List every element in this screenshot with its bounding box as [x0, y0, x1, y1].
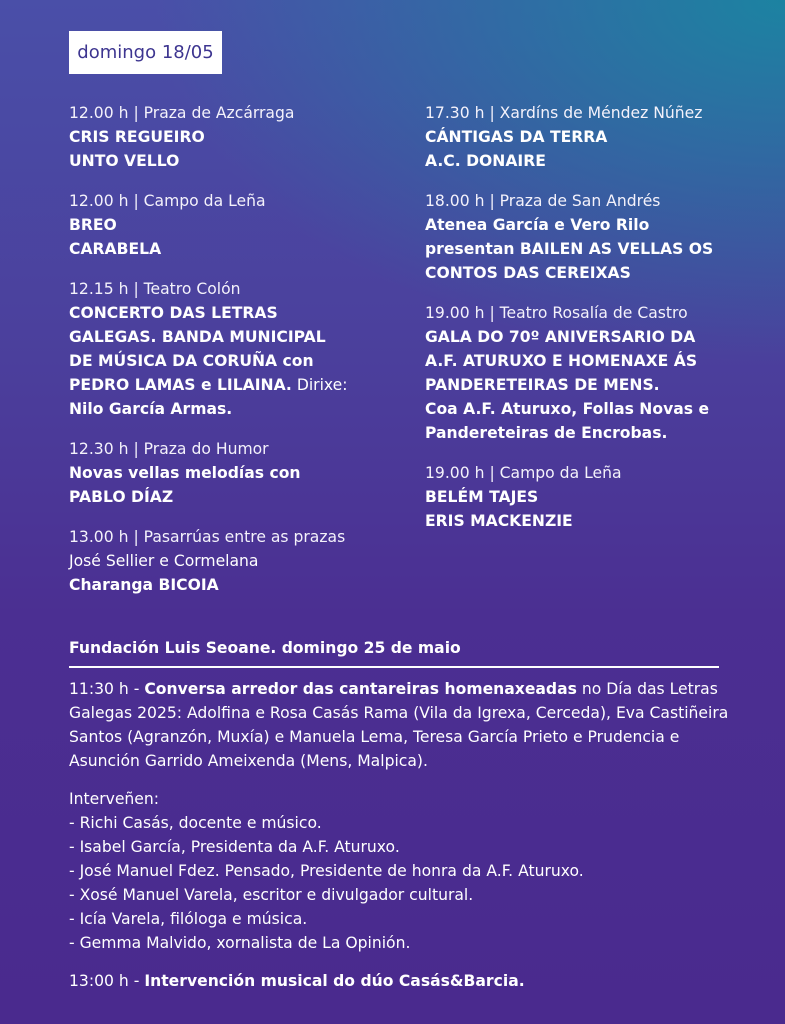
event-time: 12.15 h | Teatro Colón: [69, 280, 241, 298]
speaker-item: - Gemma Malvido, xornalista de La Opinión.: [69, 934, 411, 952]
event-time: 12.30 h | Praza do Humor: [69, 440, 269, 458]
event-time: 13.00 h | Pasarrúas entre as prazas: [69, 528, 346, 546]
event-title: BELÉM TAJES: [425, 488, 539, 506]
talk-first-line: [69, 677, 749, 701]
talk-text: no Día das Letras: [576, 680, 718, 698]
event-title: PABLO DÍAZ: [69, 488, 174, 506]
closing-line: [69, 969, 749, 993]
event-title: Nilo García Armas.: [69, 400, 233, 418]
event-title: DE MÚSICA DA CORUÑA con: [69, 352, 314, 370]
event-title: PANDERETEIRAS DE MENS.: [425, 376, 660, 394]
spacer: [69, 955, 749, 969]
event-time: 12.00 h | Praza de Azcárraga: [69, 104, 295, 122]
spacer: [69, 773, 749, 787]
event-title: BREO: [69, 216, 117, 234]
speaker-item: - Xosé Manuel Varela, escritor e divulgador cultural.: [69, 886, 474, 904]
event-time: 12.00 h | Campo da Leña: [69, 192, 266, 210]
event-title: Atenea García e Vero Rilo: [425, 216, 650, 234]
event-time: 19.00 h | Campo da Leña: [425, 464, 622, 482]
event-title: CONCERTO DAS LETRAS: [69, 304, 278, 322]
event-atenea: [425, 189, 765, 285]
event-time: 18.00 h | Praza de San Andrés: [425, 192, 661, 210]
speaker-item: - Isabel García, Presidenta da A.F. Aturuxo.: [69, 838, 400, 856]
speaker-item: - Icía Varela, filóloga e música.: [69, 910, 308, 928]
event-title: presentan BAILEN AS VELLAS OS: [425, 240, 714, 258]
event-novas-vellas: [69, 437, 399, 509]
closing-time: 13:00 h -: [69, 972, 145, 990]
date-label: domingo 18/05: [69, 31, 222, 74]
event-title: GALA DO 70º ANIVERSARIO DA: [425, 328, 696, 346]
speakers-label: Interveñen:: [69, 790, 160, 808]
event-detail: José Sellier e Cormelana: [69, 552, 259, 570]
event-belem: [425, 461, 765, 533]
talk-text: Galegas 2025: Adolfina e Rosa Casás Rama (Vila da Igrexa, Cerceda), Eva Castiñeira: [69, 704, 729, 722]
event-charanga: [69, 525, 399, 597]
section-body: [69, 677, 749, 993]
talk-text: Santos (Agranzón, Muxía) e Manuela Lema, Teresa García Prieto e Prudencia e: [69, 728, 680, 746]
event-detail: Dirixe:: [291, 376, 348, 394]
event-title: CÁNTIGAS DA TERRA: [425, 128, 608, 146]
event-title: UNTO VELLO: [69, 152, 180, 170]
event-title: GALEGAS. BANDA MUNICIPAL: [69, 328, 326, 346]
event-title: Coa A.F. Aturuxo, Follas Novas e: [425, 400, 710, 418]
event-concerto-letras: [69, 277, 399, 421]
event-mixed-line: [69, 373, 399, 397]
event-gala: [425, 301, 765, 445]
event-cantigas: [425, 101, 765, 173]
event-cris-regueiro: [69, 101, 399, 173]
speaker-item: - Richi Casás, docente e músico.: [69, 814, 322, 832]
section-title: Fundación Luis Seoane. domingo 25 de maio: [69, 639, 461, 657]
closing-title: Intervención musical do dúo Casás&Barcia.: [144, 972, 525, 990]
event-time: 17.30 h | Xardíns de Méndez Núñez: [425, 104, 703, 122]
left-column: [69, 101, 399, 613]
talk-title: Conversa arredor das cantareiras homenaxeadas: [144, 680, 577, 698]
event-title: CRIS REGUEIRO: [69, 128, 205, 146]
event-title: CONTOS DAS CEREIXAS: [425, 264, 631, 282]
event-title: PEDRO LAMAS e LILAINA.: [69, 376, 292, 394]
event-title: Charanga BICOIA: [69, 576, 219, 594]
event-title: A.F. ATURUXO E HOMENAXE ÁS: [425, 352, 698, 370]
event-title: Novas vellas melodías con: [69, 464, 301, 482]
event-title: CARABELA: [69, 240, 162, 258]
event-title: A.C. DONAIRE: [425, 152, 546, 170]
talk-time: 11:30 h -: [69, 680, 145, 698]
talk-text: Asunción Garrido Ameixenda (Mens, Malpica).: [69, 752, 428, 770]
event-breo: [69, 189, 399, 261]
event-time: 19.00 h | Teatro Rosalía de Castro: [425, 304, 688, 322]
event-title: ERIS MACKENZIE: [425, 512, 573, 530]
section-divider: [69, 666, 719, 668]
event-title: Pandereteiras de Encrobas.: [425, 424, 668, 442]
speaker-item: - José Manuel Fdez. Pensado, Presidente de honra da A.F. Aturuxo.: [69, 862, 584, 880]
right-column: [425, 101, 765, 549]
